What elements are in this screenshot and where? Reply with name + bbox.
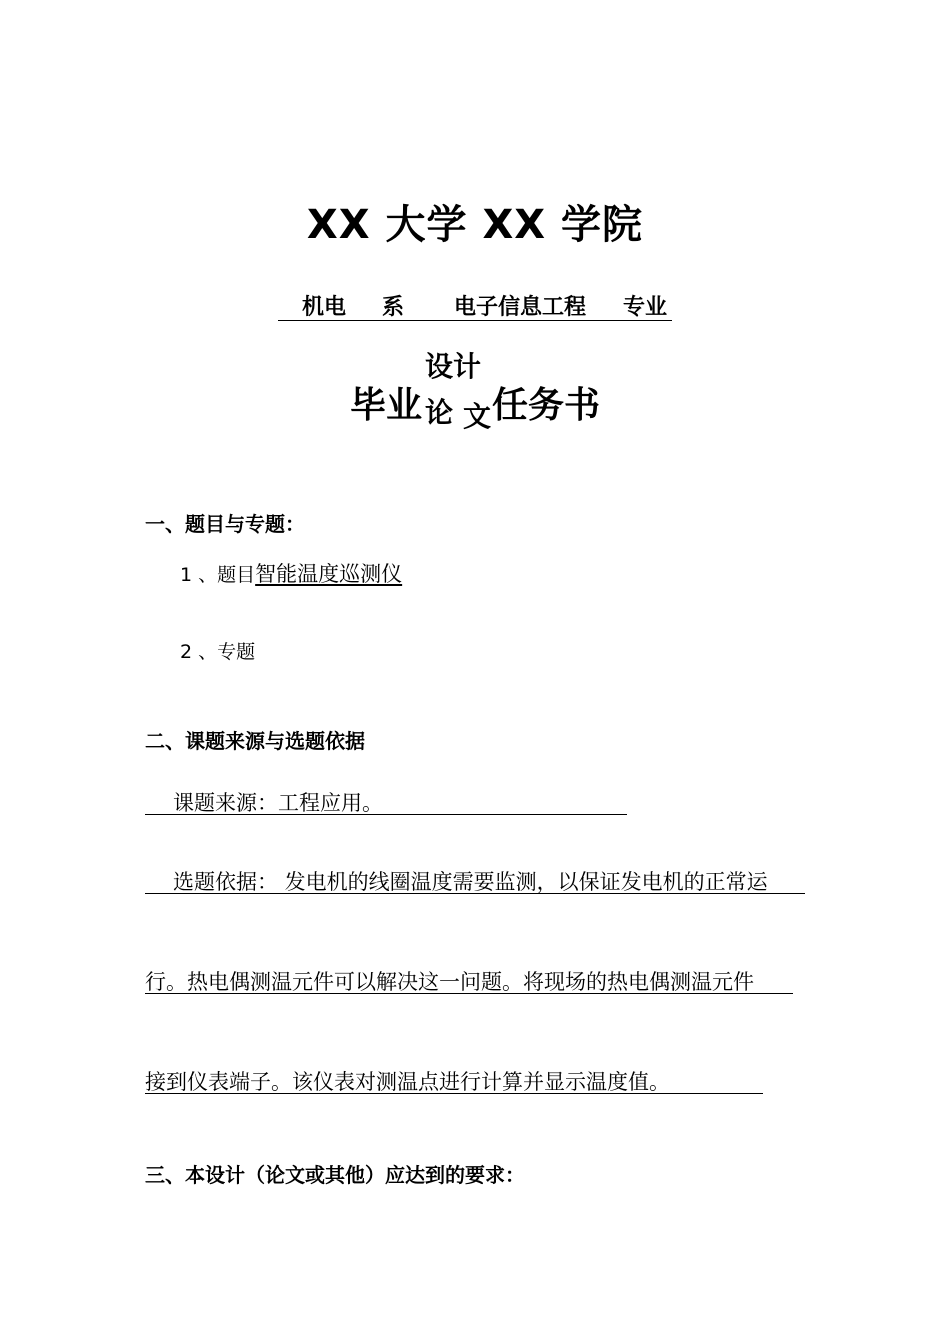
department-suffix: 系 — [382, 295, 405, 320]
title-option-design: 设计 — [425, 350, 482, 383]
section-2-heading: 二、课题来源与选题依据 — [145, 729, 365, 753]
school-title: XX 大学 XX 学院 — [306, 202, 644, 248]
topic-value: 智能温度巡测仪 — [255, 562, 403, 586]
department-name: 机电 — [302, 295, 347, 320]
title-prefix: 毕业 — [350, 385, 423, 426]
major-suffix: 专业 — [623, 295, 668, 320]
topic-item — [180, 558, 402, 588]
title-suffix: 任务书 — [492, 385, 601, 426]
section-3-heading: 三、本设计（论文或其他）应达到的要求： — [145, 1163, 525, 1187]
selection-basis-line-1 — [145, 866, 805, 894]
selection-basis-line-2 — [145, 966, 793, 994]
topic-source-text: 课题来源：工程应用。 — [173, 791, 383, 815]
selection-basis-line-3 — [145, 1066, 763, 1094]
topic-source-line — [145, 787, 627, 815]
selection-basis-text-2: 行。热电偶测温元件可以解决这一问题。将现场的热电偶测温元件 — [145, 970, 754, 994]
selection-basis-text-1: 选题依据： 发电机的线圈温度需要监测，以保证发电机的正常运 — [173, 870, 768, 894]
special-topic-item: 2 、专题 — [180, 641, 256, 663]
department-major-line — [278, 290, 672, 321]
title-option-thesis-1: 论 — [425, 396, 454, 429]
title-option-thesis-2: 文 — [463, 400, 492, 433]
section-1-heading: 一、题目与专题： — [145, 512, 305, 536]
selection-basis-text-3: 接到仪表端子。该仪表对测温点进行计算并显示温度值。 — [145, 1070, 670, 1094]
major-name: 电子信息工程 — [454, 295, 587, 320]
document-title — [350, 345, 610, 433]
topic-label: 1 、题目 — [180, 564, 256, 586]
